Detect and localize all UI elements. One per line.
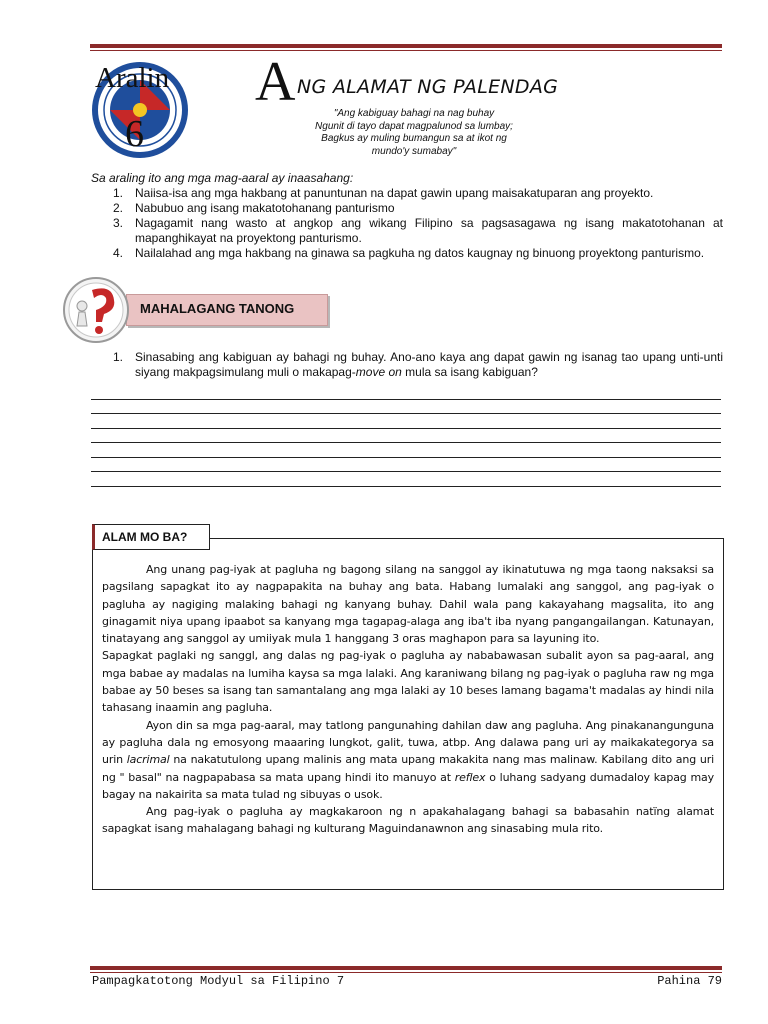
answer-line[interactable] xyxy=(91,400,721,415)
objectives-intro: Sa araling ito ang mga mag-aaral ay inaasahang: xyxy=(91,171,354,185)
bottom-rule xyxy=(90,966,722,970)
objective-item: 2. Nabubuo ang isang makatotohanang panturismo xyxy=(113,201,395,215)
lesson-number: 6 xyxy=(125,113,144,155)
objective-item: 4. Nailalahad ang mga hakbang na ginawa sa pagkuha ng datos kaugnay ng binuong proyektong panturismo. xyxy=(113,246,705,260)
epigraph-line: mundo'y sumabay" xyxy=(371,145,457,157)
objective-item: 1. Naiisa-isa ang mga hakbang at panuntunan na dapat gawin upang maisakatuparan ang proyekto. xyxy=(113,186,654,200)
top-rule-thin xyxy=(90,50,722,51)
paragraph: Sapagkat paglaki ng sanggl, ang dalas ng pag-iyak o pagluha ay nababawasan subalit ayon sa pag-aaral, ang mga babae ay madalas na lumiha kaysa sa mga lalaki. Ang karaniwang bilang ng pag-iyak o pagluha raw ng mga babae ay 50 beses sa isang tan samantalang ang mga lalaki ay 10 beses lamang bagama't madalas ay hindi nila tahasang inaamin ang pagluha. xyxy=(102,649,714,715)
lesson-word: Aralin xyxy=(95,62,170,94)
answer-line[interactable] xyxy=(91,472,721,487)
footer-module-title: Pampagkatotong Modyul sa Filipino 7 xyxy=(92,974,345,988)
essential-question: 1. Sinasabing ang kabiguan ay bahagi ng buhay. Ano-ano kaya ang dapat gawin ng isanag tao upang unti-unti siyang makpagsimulang muli o makapag-move on mula sa isang kabiguan? xyxy=(113,350,723,379)
epigraph xyxy=(290,108,538,158)
mahalagang-tanong-label: MAHALAGANG TANONG xyxy=(140,301,295,316)
answer-line[interactable] xyxy=(91,443,721,458)
bottom-rule-thin xyxy=(90,972,722,973)
page-title: NG ALAMAT NG PALENDAG xyxy=(297,76,559,98)
top-rule xyxy=(90,44,722,48)
alam-mo-ba-label: ALAM MO BA? xyxy=(102,530,188,544)
answer-line[interactable] xyxy=(91,458,721,473)
page-number: Pahina 79 xyxy=(657,974,722,988)
epigraph-line: Bagkus ay muling bumangun sa at ikot ng xyxy=(321,133,507,144)
paragraph: Ang pag-iyak o pagluha ay magkakaroon ng n apakahalagang bahagi sa babasahin natïng alamat sapagkat isang mahalagang bahagi ng kulturang Maguindanawnon ang sinasabing mula rito. xyxy=(102,805,714,836)
answer-line[interactable] xyxy=(91,414,721,429)
objectives-list xyxy=(91,186,723,261)
answer-line[interactable] xyxy=(91,429,721,444)
paragraph: Ang unang pag-iyak at pagluha ng bagong silang na sanggol ay ikinatutuwa ng mga taong naksaksi sa pagsilang sapagkat ito ay nagpapakita na buhay ang bata. Habang lumalaki ang sanggol, ang pag-iyak o pagluha ay nagiging malaking bahagi ng kanyang buhay. Dahil wala pang kakayahang magsalita, ito ang ginagamit niya upang ipaabot sa kanyang mga tagapag-alaga ang iba't iba nyang pangangailangan. Katunayan, tinatayang ang sanggol ay umiiyak mula 1 hanggang 3 oras maghapon para sa layuning ito. xyxy=(102,563,714,646)
alam-mo-ba-text xyxy=(102,561,714,838)
paragraph: Ayon din sa mga pag-aaral, may tatlong pangunahing dahilan daw ang pagluha. Ang pinakanangunguna ay pagluha dala ng emosyong maaaring lungkot, galit, tuwa, atbp. Ang dalawa pang uri ay maikakategorya sa urin lacrimal na nakatutulong upang malinis ang mata upang makakita nang mas malinaw. Kabilang dito ang uri ng " basal" na nagpapabasa sa mata upang hindi ito manuyo at reflex o luhang sadyang dumadaloy kapag may bagay na nakairita sa mata tulad ng sibuyas o usok. xyxy=(102,718,714,801)
question-mark-figure-icon xyxy=(62,276,130,344)
epigraph-line: "Ang kabiguay bahagi na nag buhay xyxy=(333,108,495,119)
epigraph-line: Ngunit di tayo dapat magpalunod sa lumbay; xyxy=(315,120,513,132)
title-first-letter: A xyxy=(255,51,296,113)
objective-item: 3. Nagagamit nang wasto at angkop ang wikang Filipino sa pagsasagawa ng isang makatotohanan at mapanghikayat na proyektong panturismo. xyxy=(113,216,723,245)
answer-lines[interactable] xyxy=(91,385,721,487)
answer-line[interactable] xyxy=(91,385,721,400)
